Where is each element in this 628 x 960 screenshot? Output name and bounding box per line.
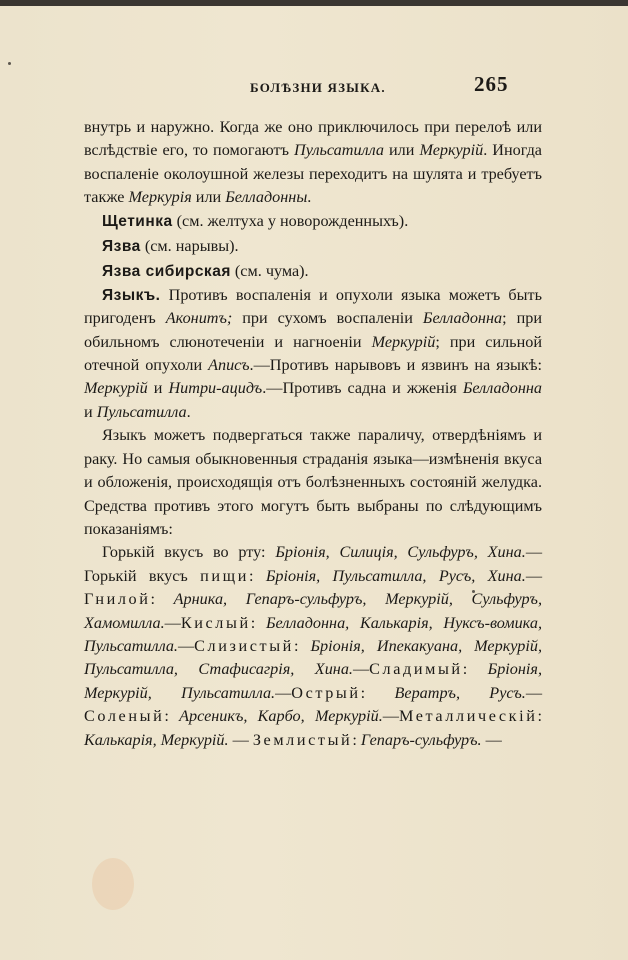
entry-term: Щетинка [102,212,173,230]
paragraph-continuation: внутрь и наружно. Когда же оно приключилось при перелоѣ или вслѣдствіе его, то помогаютъ Пульсатилла или Меркурій. Иногда воспаленіе околоушной железы переходитъ на шулята и требуетъ также Меркурія или Белладонны. [84,118,542,207]
entry-yazva: Язва (см. нарывы). [102,237,239,256]
page-number: 265 [474,72,509,96]
paper-stain [92,858,134,910]
scan-top-edge [0,0,628,6]
page-header [0,72,628,102]
page-body [84,116,542,752]
entry-yazva-sibirskaya: Язва сибирская (см. чума). [102,262,309,281]
entry-term: Язва сибирская [102,263,231,281]
paragraph-taste-remedies: Горькій вкусъ во рту: Бріонія, Силиція, Сульфуръ, Хина.—Горькій вкусъ пищи: Бріонія, Пульсатилла, Русъ, Хина.—Гнилой: Арника, Гепаръ-сульфуръ, Меркурій, Сульфуръ, Хамомилла.—Кислый: Белладонна, Калькарія, Нуксъ-вомика, Пульсатилла.—Слизистый: Бріонія, Ипекакуана, Меркурій, Пульсатилла, Стафисагрія, Хина.—Сладимый: Бріонія, Меркурій, Пульсатилла.—Острый: Вератръ, Русъ.—Соленый: Арсеникъ, Карбо, Меркурій.—Металлическій: Калькарія, Меркурій. — Землистый: Гепаръ-сульфуръ. — [84,543,542,749]
running-head: БОЛѢЗНИ ЯЗЫКА. [250,80,386,95]
entry-term: Язва [102,238,141,256]
entry-shchetinka: Щетинка (см. желтуха у новорожденныхъ). [102,211,409,230]
paragraph-tongue-conditions: Языкъ можетъ подвергаться также параличу, отвердѣніямъ и раку. Но самыя обыкновенныя страданія языка—измѣненія вкуса и обложенія, происходящія отъ болѣзненныхъ состояній желудка. Средства противъ этого могутъ быть выбраны по слѣдующимъ показаніямъ: [84,426,542,538]
entry-yazyk: Языкъ. Противъ воспаленія и опухоли языка можетъ быть пригоденъ Аконитъ; при сухомъ воспаленіи Белладонна; при обильномъ слюнотеченіи и нагноеніи Меркурій; при сильной отечной опухоли Аписъ.—Противъ нарывовъ и язвинъ на языкѣ: Меркурій и Нитри-ацидъ.—Противъ садна и жженія Белладонна и Пульсатилла. [84,285,543,421]
ink-speck [8,62,11,65]
entry-term: Языкъ. [102,286,161,304]
